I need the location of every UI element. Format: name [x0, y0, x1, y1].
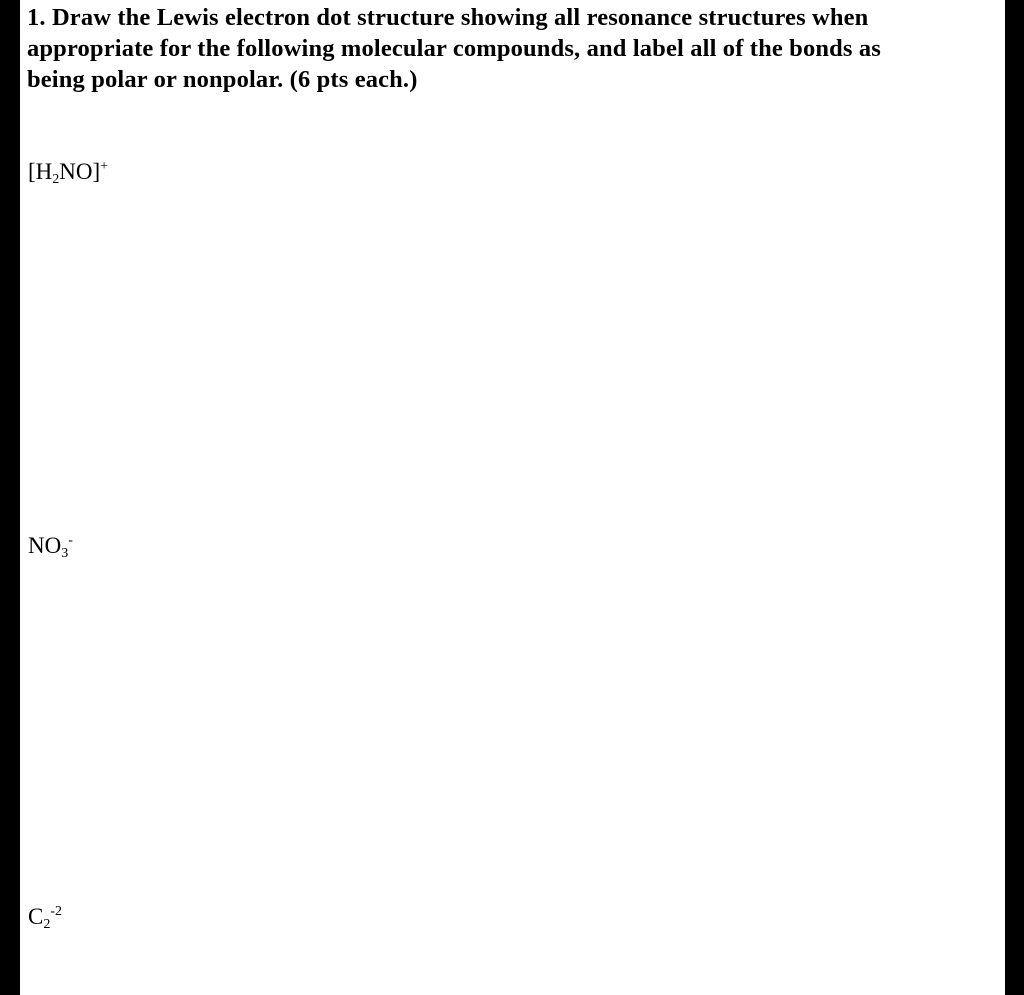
question-prompt [27, 2, 987, 95]
formula-charge: - [68, 533, 73, 548]
formula-part: NO] [59, 159, 101, 184]
compound-h2no-cation [28, 158, 108, 186]
worksheet-page [20, 0, 1005, 995]
formula-part: NO [28, 533, 62, 558]
compound-c2-dianion [28, 903, 62, 931]
formula-subscript: 3 [61, 546, 69, 561]
question-line-2: appropriate for the following molecular compounds, and label all of the bonds as [27, 35, 881, 62]
formula-charge: -2 [50, 904, 63, 919]
formula-part: C [28, 904, 44, 929]
formula-part: [H [28, 159, 53, 184]
formula-subscript: 2 [43, 917, 51, 932]
question-line-1: 1. Draw the Lewis electron dot structure showing all resonance structures when [27, 4, 869, 31]
formula-charge: + [100, 159, 109, 174]
formula-subscript: 2 [52, 172, 60, 187]
compound-nitrate-anion [28, 532, 73, 560]
question-line-3: being polar or nonpolar. (6 pts each.) [27, 66, 418, 93]
